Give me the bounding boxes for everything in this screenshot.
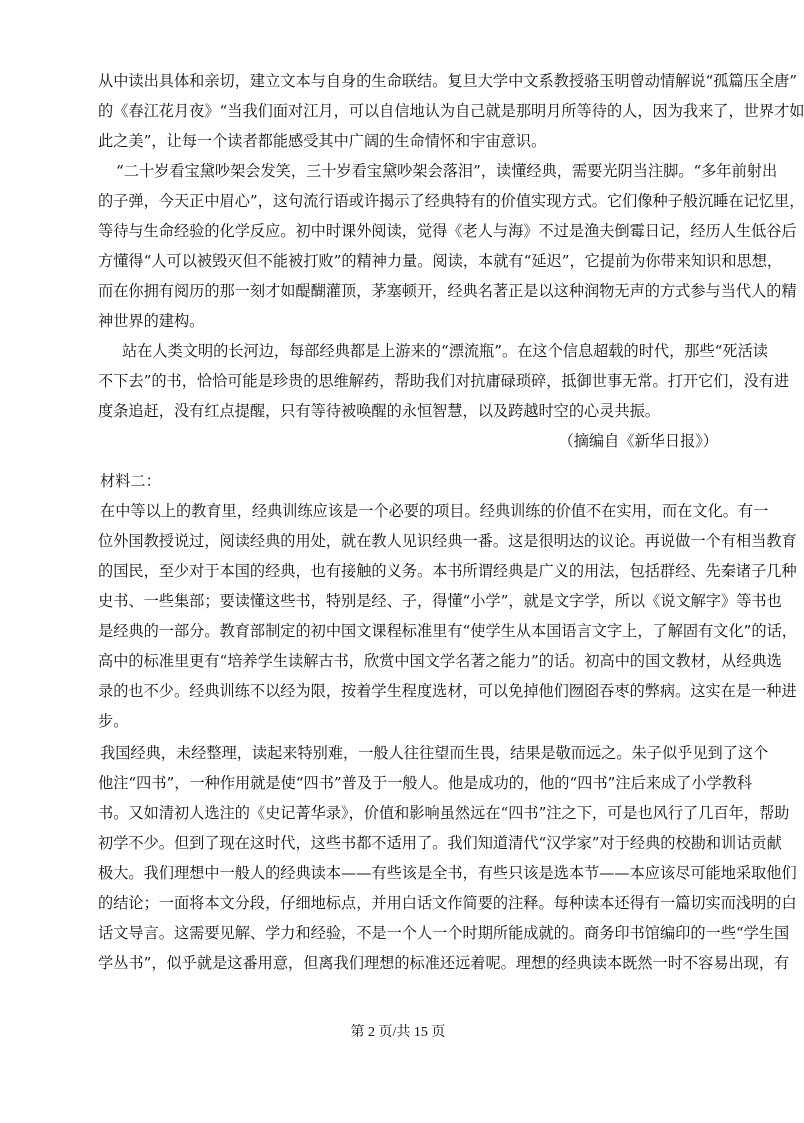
body-text-line: 的结论；一面将本文分段，仔细地标点，并用白话文作简要的注释。每种读本还得有一篇切实而浅明的白 [98, 894, 797, 912]
body-text-line: 步。 [98, 712, 129, 730]
body-text-line: 位外国教授说过，阅读经典的用处，就在教人见识经典一番。这是很明达的议论。再说做一个有相当教育 [98, 532, 797, 550]
body-text-line: 方懂得“人可以被毁灭但不能被打败”的精神力量。阅读，本就有“延迟”，它提前为你带来知识和思想， [98, 252, 783, 270]
source-citation: （摘编自《新华日报》） [558, 432, 718, 450]
body-text-line: 学丛书”，似乎就是这番用意，但离我们理想的标准还远着呢。理想的经典读本既然一时不容易出现，有 [98, 954, 790, 972]
body-text-line: 的《春江花月夜》“当我们面对江月，可以自信地认为自己就是那明月所等待的人，因为我来了，世界才如 [98, 102, 804, 120]
body-text-line: 我国经典，未经整理，读起来特别难，一般人往往望而生畏，结果是敬而远之。朱子似乎见到了这个 [100, 744, 769, 762]
body-text-line: 是经典的一部分。教育部制定的初中国文课程标准里有“使学生从本国语言文字上，了解固有文化”的话， [98, 622, 797, 640]
body-text-line: 书。又如清初人选注的《史记菁华录》，价值和影响虽然远在“四书”注之下，可是也风行了几百年，帮助 [98, 804, 790, 822]
page-number: 第 2 页/共 15 页 [350, 1025, 446, 1040]
body-text-line: 而在你拥有阅历的那一刻才如醍醐灌顶，茅塞顿开，经典名著正是以这种润物无声的方式参与当代人的精 [98, 282, 797, 300]
body-text-line: 话文导言。这需要见解、学力和经验，不是一个人一个时期所能成就的。商务印书馆编印的一些“学生国 [98, 924, 790, 942]
body-text-line: 不下去”的书，恰恰可能是珍贵的思维解药，帮助我们对抗庸碌琐碎，抵御世事无常。打开它们，没有进 [98, 372, 790, 390]
document-page [98, 0, 804, 1123]
body-text-line: 等待与生命经验的化学反应。初中时课外阅读，觉得《老人与海》不过是渔夫倒霉日记，经历人生低谷后 [98, 222, 797, 240]
body-text-line: 的国民，至少对于本国的经典，也有接触的义务。本书所谓经典是广义的用法，包括群经、先秦诸子几种 [98, 562, 797, 580]
body-text-line: 站在人类文明的长河边，每部经典都是上游来的“漂流瓶”。在这个信息超载的时代，那些“死活读 [122, 342, 768, 360]
body-text-line: 在中等以上的教育里，经典训练应该是一个必要的项目。经典训练的价值不在实用，而在文化。有一 [100, 502, 769, 520]
body-text-line: 高中的标准里更有“培养学生读解古书，欣赏中国文学名著之能力”的话。初高中的国文教材，从经典选 [98, 652, 782, 670]
body-text-line: 从中读出具体和亲切，建立文本与自身的生命联结。复旦大学中文系教授骆玉明曾动情解说“孤篇压全唐” [98, 72, 797, 90]
body-text-line: 此之美”，让每一个读者都能感受其中广阔的生命情怀和宇宙意识。 [98, 132, 547, 150]
body-text-line: 度条追赶，没有红点提醒，只有等待被唤醒的永恒智慧，以及跨越时空的心灵共振。 [98, 402, 660, 420]
body-text-line: 极大。我们理想中一般人的经典读本——有些该是全书，有些只该是选本节——本应该尽可能地采取他们 [98, 864, 797, 882]
body-text-line: 史书、一些集部；要读懂这些书，特别是经、子，得懂“小学”，就是文字学，所以《说文解字》等书也 [98, 592, 782, 610]
body-text-line: 初学不少。但到了现在这时代，这些书都不适用了。我们知道清代“汉学家”对于经典的校勘和训诂贡献 [98, 834, 782, 852]
body-text-line: 神世界的建构。 [98, 312, 205, 330]
body-text-line: 的子弹，今天正中眉心”，这句流行语或许揭示了经典特有的价值实现方式。它们像种子般沉睡在记忆里， [98, 192, 804, 210]
section-heading: 材料二： [100, 472, 161, 490]
body-text-line [98, 980, 720, 1006]
body-text-line: 他注“四书”，一种作用就是使“四书”普及于一般人。他是成功的，他的“四书”注后来成了小学教科 [98, 774, 753, 792]
body-text-line: “二十岁看宝黛吵架会发笑，三十岁看宝黛吵架会落泪”，读懂经典，需要光阴当注脚。“多年前射出 [116, 162, 778, 180]
body-text-line: 录的也不少。经典训练不以经为限，按着学生程度选材，可以免掉他们囫囵吞枣的弊病。这实在是一种进 [98, 682, 797, 700]
